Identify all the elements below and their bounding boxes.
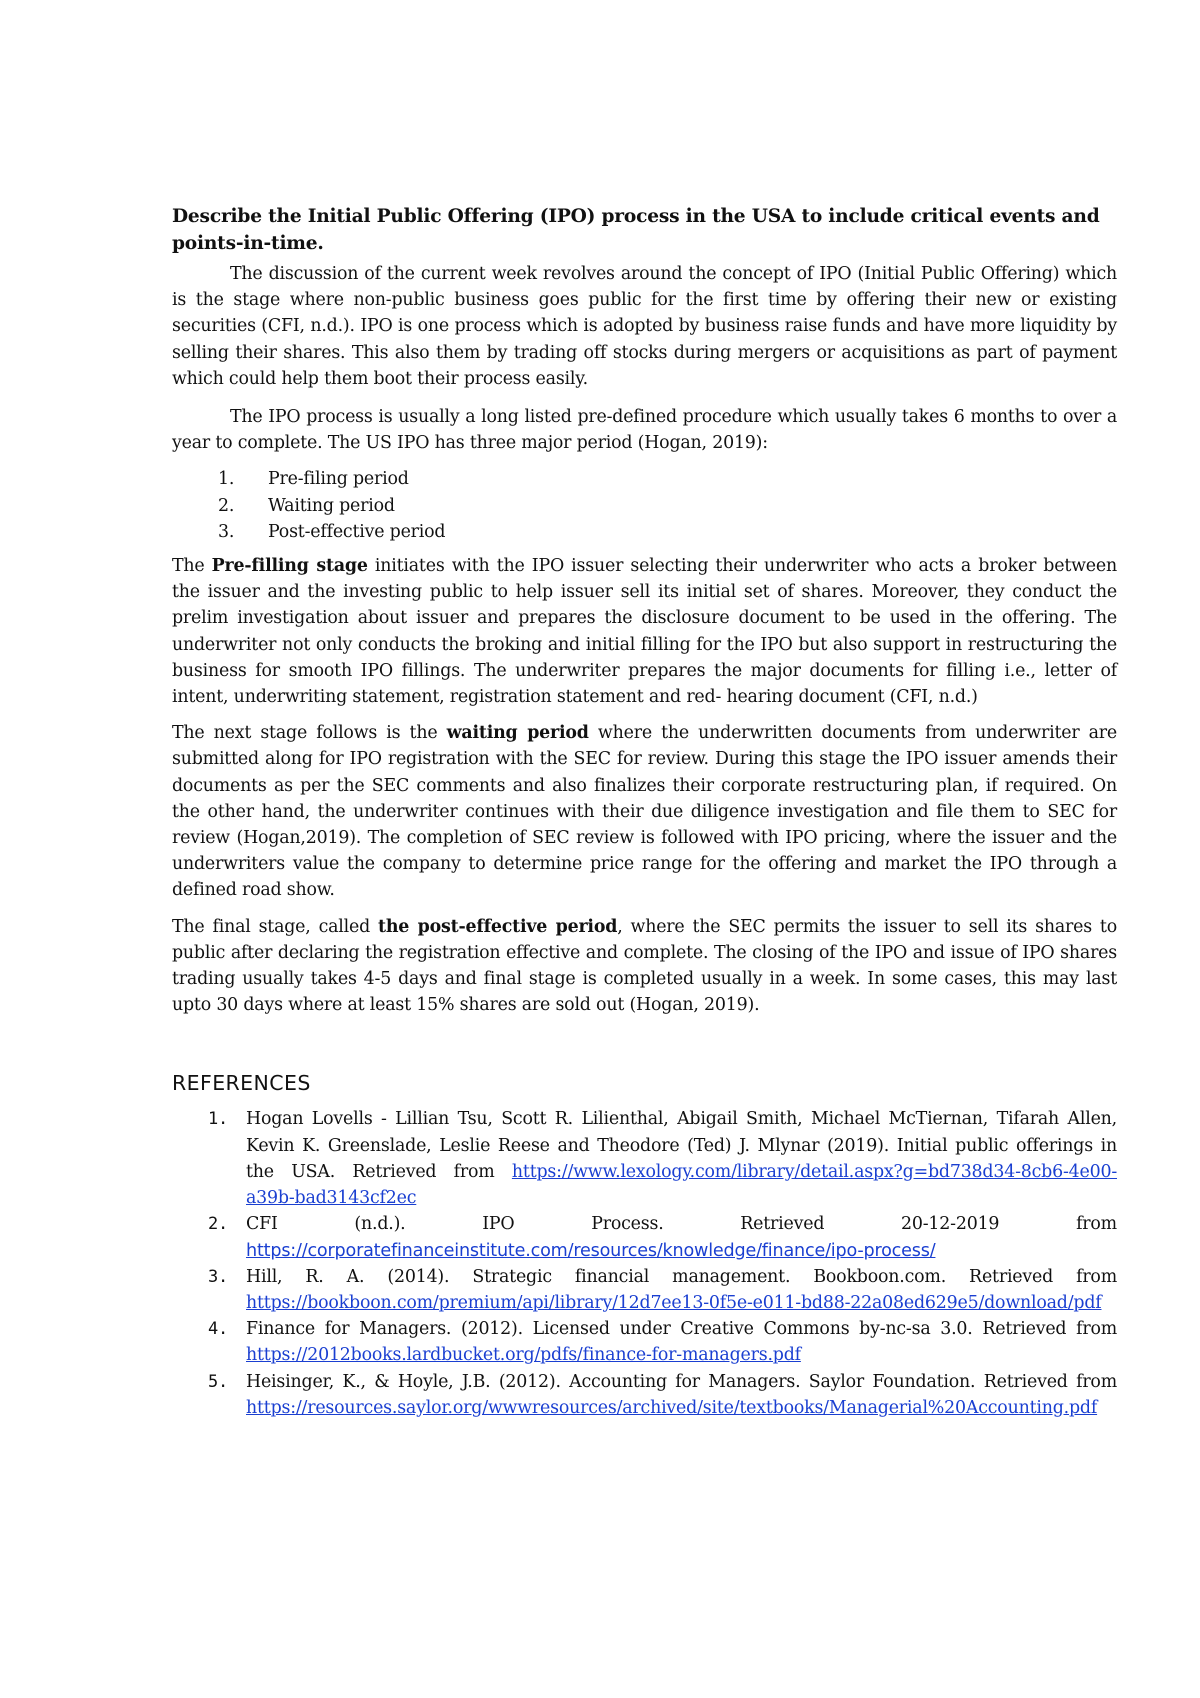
reference-word: Process. [591, 1214, 664, 1235]
period-list [172, 466, 1117, 545]
paragraph-text: The final stage, called [172, 916, 379, 937]
paragraph-text: where the underwritten documents from underwriter are submitted along for IPO registration with the SEC for review. During this stage the IPO issuer amends their documents as per the SEC comments and also finalizes their corporate restructuring plan, if required. On the other hand, the underwriter continues with their due diligence investigation and file them to SEC for review (Hogan,2019). The completion of SEC review is followed with IPO pricing, where the issuer and the underwriters value the company to determine price range for the offering and market the IPO through a defined road show. [172, 723, 1118, 901]
list-number: 3. [218, 521, 235, 542]
reference-link[interactable]: https://2012books.lardbucket.org/pdfs/finance-for-managers.pdf [246, 1345, 801, 1366]
list-number: 1. [218, 469, 235, 490]
reference-number: 1. [208, 1109, 229, 1130]
paragraph-text: initiates with the IPO issuer selecting their underwriter who acts a broker between the issuer and the investing public to help issuer sell its initial set of shares. Moreover, they conduct the prelim investigation about issuer and prepares the disclosure document to be used in the offering. The underwriter not only conducts the broking and initial filling for the IPO but also support in restructuring the business for smooth IPO fillings. The underwriter prepares the major documents for filling i.e., letter of intent, underwriting statement, registration statement and red- hearing document (CFI, n.d.) [172, 556, 1117, 708]
post-effective-term: the post-effective period [378, 916, 618, 937]
reference-word: 20-12-2019 [901, 1214, 1000, 1235]
reference-number: 2. [208, 1214, 229, 1235]
prefiling-term: Pre-filling stage [211, 556, 368, 577]
reference-word: CFI [246, 1214, 278, 1235]
document-body [172, 203, 1117, 1421]
reference-number: 3. [208, 1266, 229, 1287]
list-item [172, 493, 1117, 519]
references-list [172, 1106, 1117, 1420]
reference-word: IPO [482, 1214, 515, 1235]
reference-word: Retrieved [740, 1214, 825, 1235]
reference-text [246, 1211, 1117, 1237]
reference-number: 4. [208, 1319, 229, 1340]
reference-item [172, 1106, 1117, 1211]
reference-word: from [1076, 1214, 1117, 1235]
reference-item [172, 1211, 1117, 1263]
reference-link[interactable]: https://resources.saylor.org/wwwresources/archived/site/textbooks/Managerial%20Accounting.pdf [246, 1397, 1098, 1418]
reference-link[interactable]: https://www.lexology.com/library/detail.aspx?g=bd738d34-8cb6-4e00-a39b-bad3143cf2ec [246, 1161, 1117, 1209]
reference-item [172, 1369, 1117, 1421]
reference-text: Hill, R. A. (2014). Strategic financial management. Bookboon.com. Retrieved from [246, 1266, 1117, 1287]
reference-item [172, 1316, 1117, 1368]
list-item [172, 519, 1117, 545]
list-item-label: Post-effective period [268, 521, 446, 542]
document-title: Describe the Initial Public Offering (IPO) process in the USA to include critical events and points-in-time. [172, 206, 1100, 254]
waiting-paragraph [172, 720, 1117, 903]
reference-text: Hogan Lovells - Lillian Tsu, Scott R. Lilienthal, Abigail Smith, Michael McTiernan, Tifarah Allen, Kevin K. Greenslade, Leslie Reese and Theodore (Ted) J. Mlynar (2019). Initial public offerings in the USA. Retrieved from [246, 1109, 1117, 1182]
reference-item [172, 1264, 1117, 1316]
references-heading: REFERENCES [172, 1071, 311, 1096]
list-item-label: Pre-filing period [268, 469, 409, 490]
reference-link[interactable]: https://bookboon.com/premium/api/library/12d7ee13-0f5e-e011-bd88-22a08ed629e5/download/pdf [246, 1292, 1102, 1313]
paragraph-text: The [172, 556, 212, 577]
reference-link[interactable]: https://corporatefinanceinstitute.com/resources/knowledge/finance/ipo-process/ [246, 1240, 936, 1261]
reference-text: Finance for Managers. (2012). Licensed under Creative Commons by-nc-sa 3.0. Retrieved from [246, 1319, 1117, 1340]
paragraph-text: The next stage follows is the [172, 723, 447, 744]
post-effective-paragraph [172, 914, 1117, 1019]
waiting-term: waiting period [446, 723, 589, 744]
reference-number: 5. [208, 1371, 229, 1392]
intro-paragraph: The discussion of the current week revolves around the concept of IPO (Initial Public Offering) which is the stage where non-public business goes public for the first time by offering their new or existing securities (CFI, n.d.). IPO is one process which is adopted by business raise funds and have more liquidity by selling their shares. This also them by trading off stocks during mergers or acquisitions as part of payment which could help them boot their process easily. [172, 264, 1117, 389]
list-number: 2. [218, 495, 235, 516]
list-item [172, 466, 1117, 492]
paragraph-text: , where the SEC permits the issuer to sell its shares to public after declaring the registration effective and complete. The closing of the IPO and issue of IPO shares trading usually takes 4-5 days and final stage is completed usually in a week. In some cases, this may last upto 30 days where at least 15% shares are sold out (Hogan, 2019). [172, 916, 1117, 1016]
process-overview-paragraph: The IPO process is usually a long listed pre-defined procedure which usually takes 6 months to over a year to complete. The US IPO has three major period (Hogan, 2019): [172, 407, 1117, 454]
prefiling-paragraph [172, 553, 1117, 710]
reference-word: (n.d.). [354, 1214, 406, 1235]
reference-text: Heisinger, K., & Hoyle, J.B. (2012). Accounting for Managers. Saylor Foundation. Retrieved from [246, 1371, 1117, 1392]
list-item-label: Waiting period [268, 495, 395, 516]
